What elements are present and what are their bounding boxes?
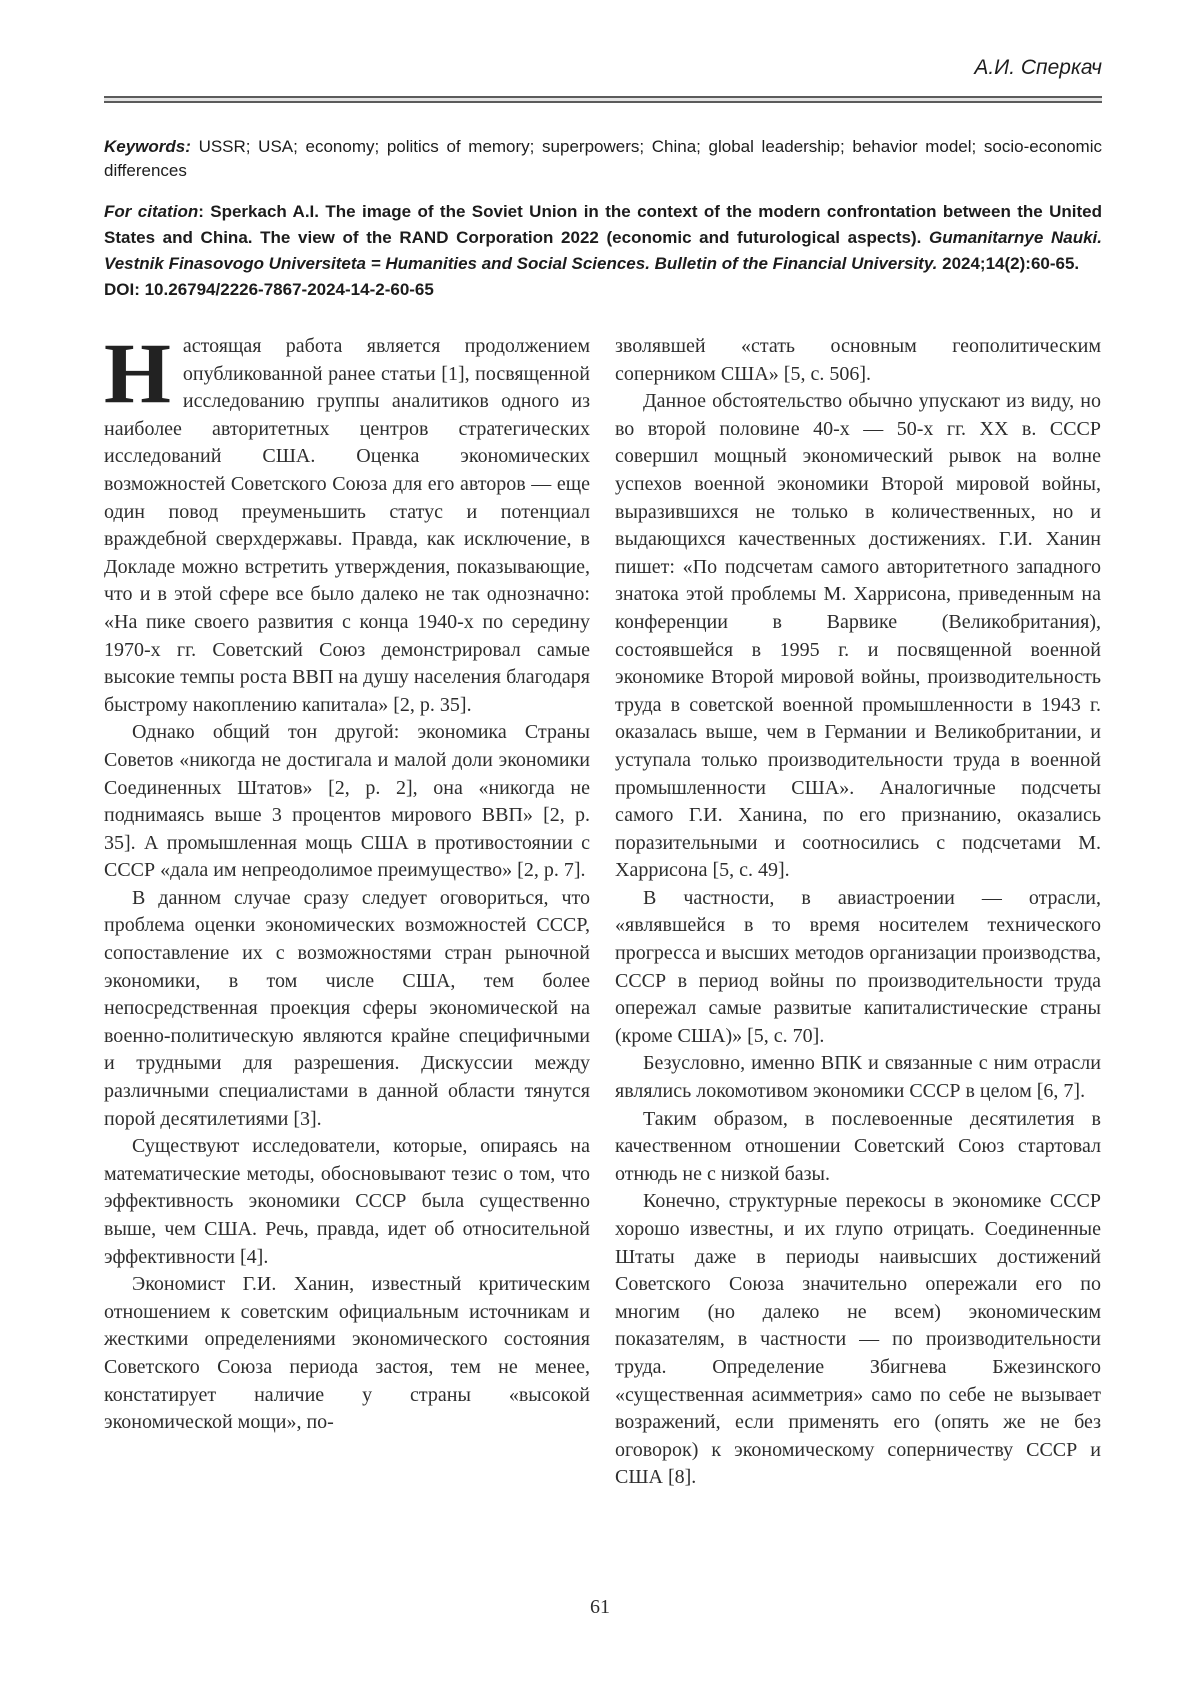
body-paragraph: В частности, в авиастроении — отрасли, «являвшейся в то время носителем технического прогресса и высших методов организации производства, СССР в период войны по производительности труда опережал самые развитые капиталистические страны (кроме США)» [5, с. 70]. xyxy=(615,886,1101,1047)
body-paragraph xyxy=(104,325,590,719)
citation-doi: DOI: 10.26794/2226-7867-2024-14-2-60-65 xyxy=(104,280,434,299)
body-paragraph: Безусловно, именно ВПК и связанные с ним отрасли являлись локомотивом экономики СССР в целом [6, 7]. xyxy=(615,1052,1101,1103)
keywords-text: USSR; USA; economy; politics of memory; superpowers; China; global leadership; behavior model; socio-economic differences xyxy=(104,137,1102,180)
page-number: 61 xyxy=(590,1596,610,1618)
citation-journal-title: Gumanitarnye Nauki. Vestnik Finasovogo Universiteta = Humanities and Social Sciences. Bulletin of the Financial University. xyxy=(104,228,1102,273)
body-paragraph: Однако общий тон другой: экономика Страны Советов «никогда не достигала и малой доли экономики Соединенных Штатов» [2, p. 2], она «никогда не поднимаясь выше 3 процентов мирового ВВП» [2, p. 35]. А промышленная мощь США в противостоянии с СССР «дала им непреодолимое преимущество» [2, p. 7]. xyxy=(104,721,590,882)
body-paragraph: Экономист Г.И. Ханин, известный критическим отношением к советским официальным источникам и жесткими определениями экономического состояния Советского Союза периода застоя, тем не менее, констатирует наличие у страны «высокой экономической мощи», по- xyxy=(104,1273,590,1434)
citation-text-1: : Sperkach A.I. The image of the Soviet Union in the context of the modern confrontation between the United States and China. The view of the RAND Corporation 2022 (economic and futurological aspects). xyxy=(104,202,1102,247)
right-column xyxy=(615,333,1101,1492)
body-paragraph: Таким образом, в послевоенные десятилетия в качественном отношении Советский Союз стартовал отнюдь не с низкой базы. xyxy=(615,1107,1101,1185)
body-paragraph: Данное обстоятельство обычно упускают из виду, но во второй половине 40-х — 50-х гг. XX в. СССР совершил мощный экономический рывок на волне успехов военной экономики Второй мировой войны, выразившихся не только в количественных, но и выдающихся качественных достижениях. Г.И. Ханин пишет: «По подсчетам самого авторитетного западного знатока этой проблемы М. Харрисона, приведенным на конференции в Варвике (Великобритания), состоявшейся в 1995 г. и посвященной военной экономике Второй мировой войны, производительность труда в советской военной промышленности в 1943 г. оказалась выше, чем в Германии и Великобритании, и уступала только производительности труда в военной промышленности США». Аналогичные подсчеты самого Г.И. Ханина, по его признанию, оказались поразительными и соотносились с подсчетами М. Харрисона [5, с. 49]. xyxy=(615,390,1101,882)
citation-label: For citation xyxy=(104,202,199,221)
keywords-paragraph xyxy=(104,135,1102,183)
article-meta xyxy=(104,135,1102,303)
body-paragraph: Конечно, структурные перекосы в экономике СССР хорошо известны, и их глупо отрицать. Соединенные Штаты даже в периоды наивысших достижений Советского Союза значительно опережали его по многим (но далеко не всем) экономическим показателям, в частности — по производительности труда. Определение Збигнева Бжезинского «существенная асимметрия» само по себе не вызывает возражений, если применять его (опять же не без оговорок) к экономическому соперничеству СССР и США [8]. xyxy=(615,1190,1101,1489)
header-rule xyxy=(104,96,1102,103)
dropcap-letter: Н xyxy=(104,325,171,421)
body-paragraph: зволявшей «стать основным геополитическим соперником США» [5, с. 506]. xyxy=(615,335,1101,385)
body-paragraph: Существуют исследователи, которые, опираясь на математические методы, обосновывают тезис о том, что эффективность экономики СССР была существенно выше, чем США. Речь, правда, идет об относительной эффективности [4]. xyxy=(104,1135,590,1268)
body-paragraph: В данном случае сразу следует оговориться, что проблема оценки экономических возможностей СССР, сопоставление их с возможностями стран рыночной экономики, в том числе США, тем более непосредственная проекция сферы экономической на военно-политическую являются крайне специфичными и трудными для разрешения. Дискуссии между различными специалистами в данной области тянутся порой десятилетиями [3]. xyxy=(104,886,590,1130)
citation-text-2: 2024;14(2):60-65. xyxy=(937,254,1080,273)
paragraph-text: астоящая работа является продолжением опубликованной ранее статьи [1], посвященной исследованию группы аналитиков одного из наиболее авторитетных центров стратегических исследований США. Оценка экономических возможностей Советского Союза для его авторов — еще один повод преуменьшить статус и потенциал враждебной сверхдержавы. Правда, как исключение, в Докладе можно встретить утверждения, показывающие, что и в этой сфере все было далеко не так однозначно: «На пике своего развития с конца 1940-х по середину 1970-х гг. Советский Союз демонстрировал самые высокие темпы роста ВВП на душу населения благодаря быстрому накоплению капитала» [2, p. 35]. xyxy=(104,335,590,716)
keywords-label: Keywords: xyxy=(104,137,191,156)
body-columns xyxy=(104,325,1102,1492)
running-head-author: А.И. Сперкач xyxy=(974,56,1102,79)
left-column xyxy=(104,325,590,1492)
citation-paragraph xyxy=(104,199,1102,303)
